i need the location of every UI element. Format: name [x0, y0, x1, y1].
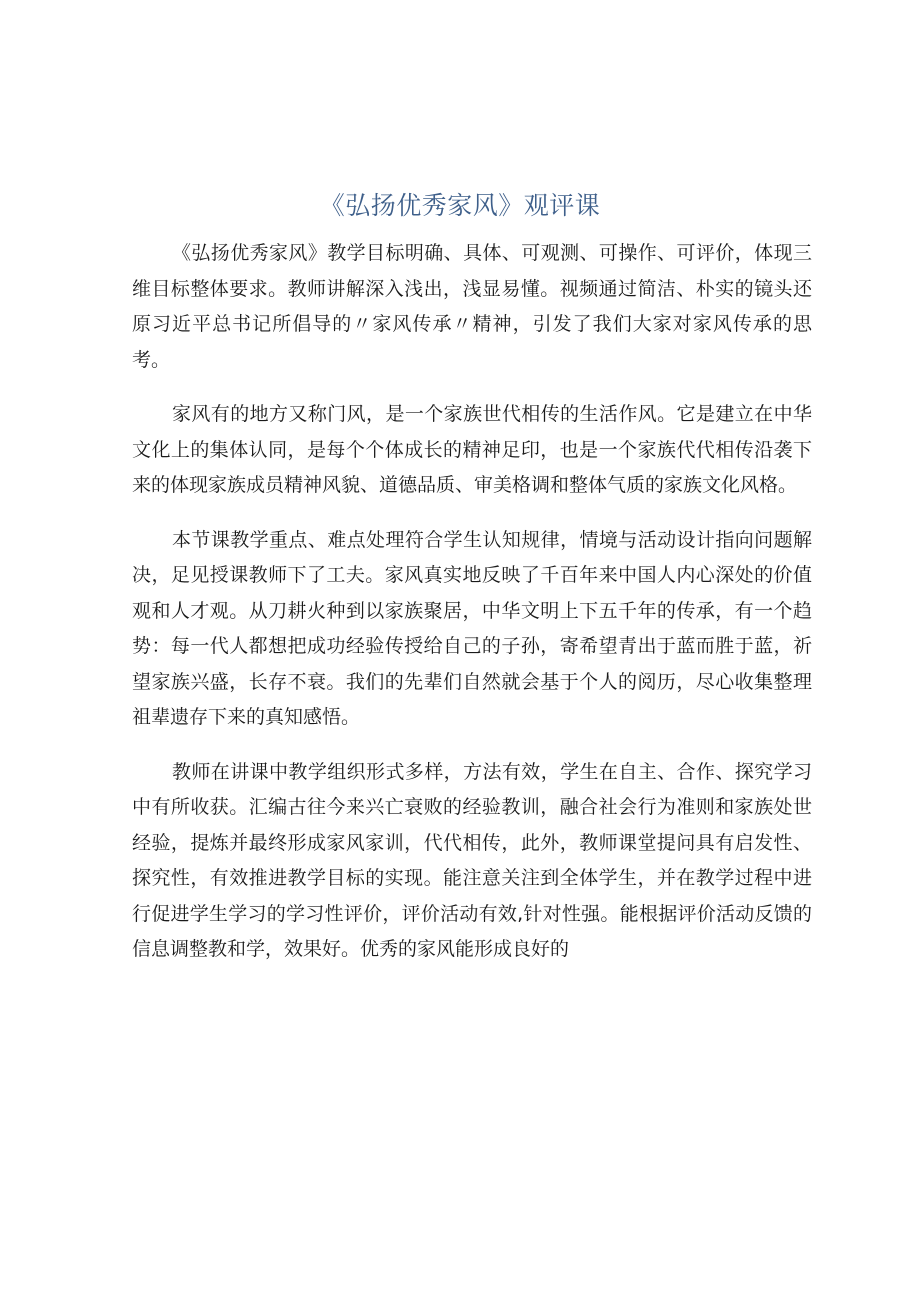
paragraph-3: 本节课教学重点、难点处理符合学生认知规律，情境与活动设计指向问题解决，足见授课教师下了工夫。家风真实地反映了千百年来中国人内心深处的价值观和人才观。从刀耕火种到以家族聚居，中华文明上下五千年的传承，有一个趋势：每一代人都想把成功经验传授给自己的子孙，寄希望青出于蓝而胜于蓝，祈望家族兴盛，长存不衰。我们的先辈们自然就会基于个人的阅历，尽心收集整理祖辈遗存下来的真知感悟。: [132, 528, 812, 728]
document-title: 《弘扬优秀家风》观评课: [319, 191, 601, 220]
paragraph-2: 家风有的地方又称门风，是一个家族世代相传的生活作风。它是建立在中华文化上的集体认同，是每个个体成长的精神足印，也是一个家族代代相传沿袭下来的体现家族成员精神风貌、道德品质、审美格调和整体气质的家族文化风格。: [132, 403, 812, 496]
paragraph-4: 教师在讲课中教学组织形式多样，方法有效，学生在自主、合作、探究学习中有所收获。汇编古往今来兴亡衰败的经验教训，融合社会行为准则和家族处世经验，提炼并最终形成家风家训，代代相传，此外，教师课堂提问具有启发性、探究性，有效推进教学目标的实现。能注意关注到全体学生，并在教学过程中进行促进学生学习的学习性评价，评价活动有效,针对性强。能根据评价活动反馈的信息调整教和学，效果好。优秀的家风能形成良好的: [132, 760, 812, 960]
document-body: [132, 236, 812, 987]
paragraph-1: 《弘扬优秀家风》教学目标明确、具体、可观测、可操作、可评价，体现三维目标整体要求。教师讲解深入浅出，浅显易懂。视频通过简洁、朴实的镜头还原习近平总书记所倡导的〃家风传承〃精神，引发了我们大家对家风传承的思考。: [132, 242, 812, 371]
